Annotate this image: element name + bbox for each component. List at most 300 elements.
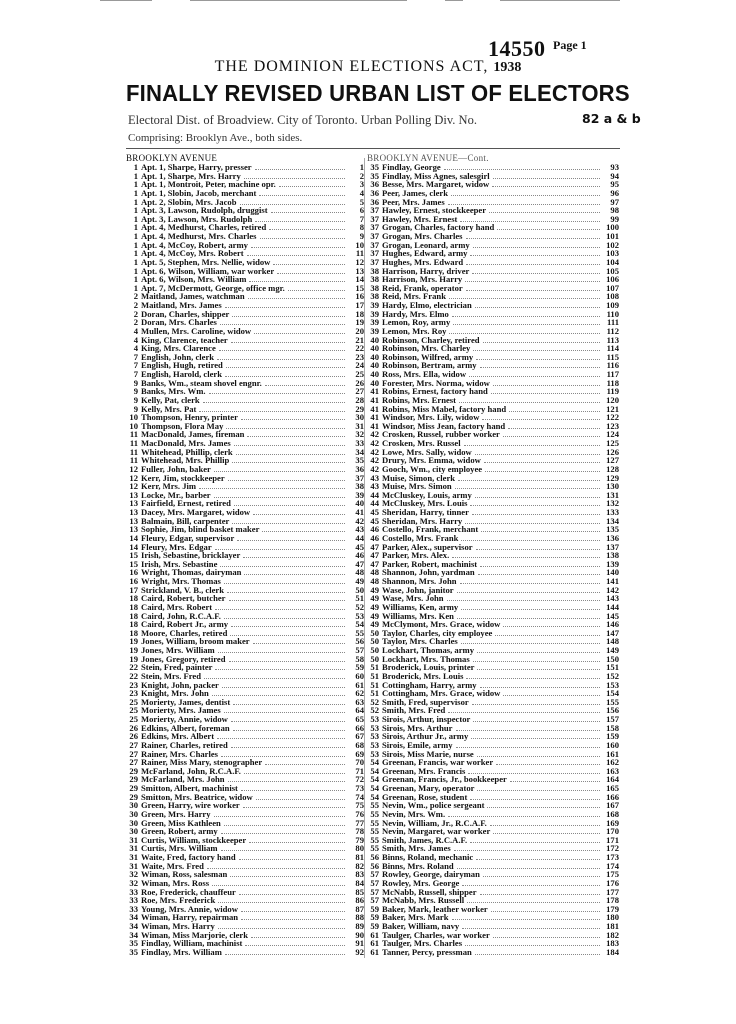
scan-edge-line bbox=[445, 0, 463, 1]
street-number: 10 bbox=[129, 420, 138, 431]
elector-number: 88 bbox=[355, 912, 364, 923]
elector-number: 74 bbox=[355, 791, 364, 802]
street-number: 49 bbox=[370, 601, 379, 612]
street-number: 55 bbox=[370, 834, 379, 845]
dot-leader bbox=[255, 220, 345, 222]
elector-name: Jones, Mrs. William bbox=[141, 645, 215, 655]
street-number: 25 bbox=[129, 696, 138, 707]
street-number: 50 bbox=[370, 645, 379, 655]
elector-name: Apt. 5, Stephen, Mrs. Nellie, widow bbox=[141, 256, 271, 267]
elector-number: 129 bbox=[606, 472, 619, 483]
street-heading: BROOKLYN AVENUE bbox=[126, 153, 218, 163]
elector-number: 181 bbox=[606, 921, 619, 931]
elector-name: Smith, Mrs. James bbox=[382, 843, 451, 854]
dot-leader bbox=[228, 780, 345, 782]
dot-leader bbox=[489, 211, 600, 213]
street-number: 15 bbox=[129, 550, 138, 561]
elector-name: Costello, Mrs. Frank bbox=[382, 532, 459, 543]
dot-leader bbox=[249, 280, 345, 282]
dot-leader bbox=[231, 625, 345, 627]
dot-leader bbox=[239, 858, 345, 860]
street-number: 19 bbox=[129, 636, 138, 647]
street-number: 37 bbox=[370, 213, 379, 224]
street-number: 54 bbox=[370, 783, 379, 793]
elector-name: Knight, John, packer bbox=[141, 679, 219, 690]
elector-name: Wiman, Miss Marjorie, clerk bbox=[141, 929, 248, 940]
street-number: 47 bbox=[370, 558, 379, 569]
dot-leader bbox=[476, 858, 600, 860]
dot-leader bbox=[478, 573, 600, 575]
elector-number: 57 bbox=[355, 645, 364, 655]
elector-name: Edkins, Mrs. Albert bbox=[141, 731, 215, 742]
street-number: 38 bbox=[370, 274, 379, 285]
elector-name: Peer, James, clerk bbox=[382, 187, 449, 198]
dot-leader bbox=[508, 427, 600, 429]
elector-name: Cottingham, Harry, army bbox=[382, 679, 477, 690]
elector-number: 70 bbox=[355, 757, 364, 768]
dot-leader bbox=[251, 246, 345, 248]
dot-leader bbox=[493, 832, 600, 834]
elector-number: 82 bbox=[355, 860, 364, 871]
elector-number: 19 bbox=[355, 317, 364, 328]
elector-name: McFarland, Mrs. John bbox=[141, 774, 225, 785]
street-number: 27 bbox=[129, 757, 138, 768]
street-number: 30 bbox=[129, 808, 138, 819]
elector-name: Nevin, William, Jr., R.C.A.F. bbox=[382, 817, 487, 828]
dot-leader bbox=[203, 401, 345, 403]
street-number: 42 bbox=[370, 438, 379, 448]
street-number: 49 bbox=[370, 593, 379, 604]
elector-name: Green, Miss Kathleen bbox=[141, 817, 221, 828]
left-column bbox=[126, 154, 364, 957]
dot-leader bbox=[241, 918, 345, 920]
street-number: 52 bbox=[370, 696, 379, 707]
street-number: 34 bbox=[129, 921, 138, 931]
elector-name: Morierty, Mrs. James bbox=[141, 705, 221, 716]
elector-name: Maitland, Mrs. James bbox=[141, 300, 222, 310]
elector-name: Greenan, Mary, operator bbox=[382, 783, 475, 793]
dot-leader bbox=[465, 522, 600, 524]
dot-leader bbox=[255, 168, 345, 170]
column-divider bbox=[364, 158, 365, 958]
street-number: 40 bbox=[370, 343, 379, 354]
street-number: 12 bbox=[129, 463, 138, 474]
street-number: 4 bbox=[133, 325, 138, 336]
dot-leader bbox=[452, 315, 600, 317]
dot-leader bbox=[224, 582, 345, 584]
dot-leader bbox=[262, 530, 345, 532]
elector-number: 173 bbox=[606, 852, 619, 862]
elector-name: English, Hugh, retired bbox=[141, 360, 223, 371]
elector-name: Muise, Mrs. Simon bbox=[382, 481, 452, 492]
elector-number: 7 bbox=[359, 213, 364, 224]
elector-name: Baker, Mark, leather worker bbox=[382, 903, 488, 914]
elector-number: 56 bbox=[355, 636, 364, 647]
elector-number: 75 bbox=[355, 800, 364, 811]
elector-number: 106 bbox=[606, 274, 619, 285]
elector-name: Green, Mrs. Harry bbox=[141, 808, 211, 819]
dot-leader bbox=[231, 341, 345, 343]
elector-number: 90 bbox=[355, 929, 364, 940]
elector-name: Sheridan, Mrs. Harry bbox=[382, 515, 463, 526]
elector-number: 6 bbox=[359, 205, 364, 216]
street-number: 54 bbox=[370, 757, 379, 768]
dot-leader bbox=[483, 341, 600, 343]
elector-number: 39 bbox=[355, 489, 364, 500]
elector-number: 44 bbox=[355, 532, 364, 543]
elector-name: Apt. 4, Medhurst, Charles, retired bbox=[141, 222, 267, 233]
dot-leader bbox=[226, 366, 345, 368]
dot-leader bbox=[221, 832, 345, 834]
elector-number: 171 bbox=[606, 834, 619, 845]
dot-leader bbox=[225, 375, 345, 377]
elector-name: Apt. 3, Lawson, Mrs. Rudolph bbox=[141, 213, 253, 224]
elector-number: 60 bbox=[355, 670, 364, 681]
elector-number: 134 bbox=[606, 515, 619, 526]
street-number: 13 bbox=[129, 498, 138, 509]
street-number: 39 bbox=[370, 325, 379, 336]
elector-number: 128 bbox=[606, 463, 619, 474]
elector-name: Wase, Mrs. John bbox=[382, 593, 444, 604]
elector-number: 146 bbox=[606, 619, 619, 630]
elector-name: Edkins, Albert, foreman bbox=[141, 722, 230, 733]
elector-name: Harrison, Harry, driver bbox=[382, 265, 470, 276]
dot-leader bbox=[247, 435, 345, 437]
street-number: 49 bbox=[370, 584, 379, 595]
elector-name: Irish, Sebastine, bricklayer bbox=[141, 550, 241, 561]
elector-number: 149 bbox=[606, 645, 619, 655]
dot-leader bbox=[444, 168, 600, 170]
dot-leader bbox=[214, 815, 345, 817]
elector-name: Roe, Frederick, chauffeur bbox=[141, 886, 236, 897]
elector-name: Sirois, Arthur, inspector bbox=[382, 714, 471, 724]
street-number: 51 bbox=[370, 670, 379, 681]
elector-number: 152 bbox=[606, 670, 619, 681]
dot-leader bbox=[237, 539, 345, 541]
dot-leader bbox=[229, 660, 346, 662]
elector-number: 62 bbox=[355, 688, 364, 699]
street-number: 12 bbox=[129, 472, 138, 483]
dot-leader bbox=[475, 453, 600, 455]
elector-name: Caird, John, R.C.A.F. bbox=[141, 610, 221, 621]
dot-leader bbox=[265, 384, 345, 386]
dot-leader bbox=[472, 513, 600, 515]
dot-leader bbox=[279, 185, 345, 187]
street-number: 31 bbox=[129, 860, 138, 871]
elector-name: Maitland, James, watchman bbox=[141, 291, 245, 302]
elector-name: Hughes, Edward, army bbox=[382, 248, 468, 259]
elector-number: 58 bbox=[355, 653, 364, 664]
elector-number: 182 bbox=[606, 929, 619, 940]
street-number: 54 bbox=[370, 765, 379, 776]
elector-name: Nevin, Wm., police sergeant bbox=[382, 800, 485, 811]
elector-name: Sophie, Jim, blind basket maker bbox=[141, 524, 260, 535]
dot-leader bbox=[222, 686, 345, 688]
street-number: 40 bbox=[370, 369, 379, 379]
dot-leader bbox=[214, 496, 345, 498]
elector-name: MacDonald, Mrs. James bbox=[141, 438, 231, 448]
elector-row bbox=[367, 948, 619, 957]
elector-name: Findlay, Miss Agnes, salesgirl bbox=[382, 170, 490, 181]
dot-leader bbox=[452, 556, 600, 558]
elector-name: Caird, Robert, butcher bbox=[141, 593, 226, 604]
elector-number: 97 bbox=[610, 196, 619, 207]
dot-leader bbox=[487, 806, 600, 808]
elector-name: Apt. 1, Sharpe, Harry, presser bbox=[141, 162, 252, 172]
elector-name: MacDonald, James, fireman bbox=[141, 429, 245, 440]
elector-number: 25 bbox=[355, 369, 364, 379]
elector-number: 51 bbox=[355, 593, 364, 604]
street-number: 46 bbox=[370, 524, 379, 535]
dot-leader bbox=[473, 720, 600, 722]
elector-name: Doran, Charles, shipper bbox=[141, 308, 230, 319]
street-number: 31 bbox=[129, 852, 138, 862]
street-number: 23 bbox=[129, 679, 138, 690]
dot-leader bbox=[220, 323, 345, 325]
elector-name: Apt. 6, Wilson, Mrs. William bbox=[141, 274, 247, 285]
elector-name: Apt. 1, Slobin, Jacob, merchant bbox=[141, 187, 257, 198]
dot-leader bbox=[466, 237, 600, 239]
dot-leader bbox=[492, 185, 600, 187]
street-number: 16 bbox=[129, 576, 138, 586]
dot-leader bbox=[249, 841, 345, 843]
street-number: 41 bbox=[370, 394, 379, 405]
street-number: 37 bbox=[370, 248, 379, 259]
dot-leader bbox=[485, 470, 600, 472]
elector-number: 179 bbox=[606, 903, 619, 914]
elector-name: Lemon, Mrs. Roy bbox=[382, 325, 447, 336]
elector-number: 10 bbox=[355, 239, 364, 250]
street-number: 59 bbox=[370, 921, 379, 931]
dot-leader bbox=[461, 608, 600, 610]
street-number: 40 bbox=[370, 377, 379, 388]
elector-number: 119 bbox=[606, 386, 619, 397]
dot-leader bbox=[253, 642, 345, 644]
elector-number: 104 bbox=[606, 256, 619, 267]
elector-number: 110 bbox=[606, 308, 619, 319]
dot-leader bbox=[461, 642, 600, 644]
elector-number: 49 bbox=[355, 576, 364, 586]
street-number: 1 bbox=[133, 231, 138, 241]
elector-number: 121 bbox=[606, 403, 619, 414]
elector-number: 141 bbox=[606, 576, 619, 586]
dot-leader bbox=[245, 944, 345, 946]
elector-name: Wiman, Mrs. Ross bbox=[141, 877, 210, 888]
act-heading bbox=[0, 58, 736, 76]
elector-number: 76 bbox=[355, 808, 364, 819]
street-number: 1 bbox=[133, 196, 138, 207]
dot-leader bbox=[217, 358, 345, 360]
elector-number: 169 bbox=[606, 817, 619, 828]
elector-name: Reid, Frank, operator bbox=[382, 282, 463, 293]
elector-number: 27 bbox=[355, 386, 364, 397]
elector-name: Wase, John, janitor bbox=[382, 584, 454, 595]
elector-name: Jones, Gregory, retired bbox=[141, 653, 226, 664]
elector-number: 78 bbox=[355, 826, 364, 837]
elector-name: Findlay, William, machinist bbox=[141, 938, 243, 949]
dot-leader bbox=[212, 694, 345, 696]
dot-leader bbox=[470, 504, 600, 506]
street-number: 42 bbox=[370, 429, 379, 440]
elector-number: 157 bbox=[606, 714, 619, 724]
right-column bbox=[367, 154, 619, 957]
dot-leader bbox=[470, 841, 600, 843]
elector-number: 184 bbox=[606, 946, 619, 957]
dot-leader bbox=[233, 703, 345, 705]
street-number: 50 bbox=[370, 636, 379, 647]
elector-name: Whitehead, Mrs. Phillip bbox=[141, 455, 230, 466]
dot-leader bbox=[256, 798, 345, 800]
elector-number: 84 bbox=[355, 877, 364, 888]
street-number: 44 bbox=[370, 498, 379, 509]
elector-name: Lockhart, Thomas, army bbox=[382, 645, 474, 655]
elector-number: 167 bbox=[606, 800, 619, 811]
elector-number: 155 bbox=[606, 696, 619, 707]
elector-number: 3 bbox=[359, 179, 364, 190]
elector-name: Findlay, Mrs. William bbox=[141, 946, 222, 957]
district-line: Electoral Dist. of Broadview. City of Toronto. Urban Polling Div. No. bbox=[128, 113, 477, 127]
street-number: 1 bbox=[133, 205, 138, 216]
polling-division-number: 82 a & b bbox=[582, 111, 641, 126]
dot-leader bbox=[232, 315, 345, 317]
street-number: 46 bbox=[370, 532, 379, 543]
elector-number: 105 bbox=[606, 265, 619, 276]
street-number: 29 bbox=[129, 774, 138, 785]
elector-number: 1 bbox=[359, 162, 364, 172]
dot-leader bbox=[243, 556, 345, 558]
elector-name: Balmain, Bill, carpenter bbox=[141, 515, 230, 526]
elector-number: 154 bbox=[606, 688, 619, 699]
elector-name: Smith, James, R.C.A.F. bbox=[382, 834, 468, 845]
street-number: 50 bbox=[370, 627, 379, 638]
elector-number: 50 bbox=[355, 584, 364, 595]
street-number: 55 bbox=[370, 800, 379, 811]
elector-number: 8 bbox=[359, 222, 364, 233]
dot-leader bbox=[271, 211, 345, 213]
elector-name: Fleury, Edgar, supervisor bbox=[141, 532, 235, 543]
street-number: 18 bbox=[129, 601, 138, 612]
elector-number: 77 bbox=[355, 817, 364, 828]
elector-name: McFarland, John, R.C.A.F. bbox=[141, 765, 241, 776]
street-number: 9 bbox=[133, 386, 138, 397]
elector-name: Nevin, Margaret, war worker bbox=[382, 826, 491, 837]
dot-leader bbox=[247, 254, 345, 256]
street-number: 37 bbox=[370, 256, 379, 267]
street-number: 35 bbox=[370, 170, 379, 181]
elector-name: Peer, Mrs. James bbox=[382, 196, 445, 207]
elector-number: 30 bbox=[355, 412, 364, 423]
dot-leader bbox=[456, 746, 601, 748]
elector-number: 112 bbox=[606, 325, 619, 336]
elector-number: 159 bbox=[606, 731, 619, 742]
elector-name: Taylor, Charles, city employee bbox=[382, 627, 493, 638]
elector-number: 36 bbox=[355, 463, 364, 474]
elector-number: 148 bbox=[606, 636, 619, 647]
street-number: 55 bbox=[370, 808, 379, 819]
dot-leader bbox=[225, 306, 345, 308]
elector-number: 123 bbox=[606, 420, 619, 431]
elector-number: 17 bbox=[355, 300, 364, 310]
elector-number: 16 bbox=[355, 291, 364, 302]
elector-number: 91 bbox=[355, 938, 364, 949]
dot-leader bbox=[465, 944, 600, 946]
street-number: 4 bbox=[133, 334, 138, 345]
elector-name: Reid, Mrs. Frank bbox=[382, 291, 446, 302]
elector-number: 100 bbox=[606, 222, 619, 233]
street-number: 7 bbox=[133, 360, 138, 371]
dot-leader bbox=[493, 177, 600, 179]
dot-leader bbox=[241, 418, 345, 420]
street-number: 14 bbox=[129, 541, 138, 552]
dot-leader bbox=[475, 496, 600, 498]
dot-leader bbox=[473, 660, 600, 662]
dot-leader bbox=[473, 349, 600, 351]
elector-name: Robinson, Charley, retired bbox=[382, 334, 480, 345]
street-number: 30 bbox=[129, 826, 138, 837]
street-number: 39 bbox=[370, 308, 379, 319]
elector-name: Waite, Mrs. Fred bbox=[141, 860, 204, 871]
street-heading-continued: BROOKLYN AVENUE—Cont. bbox=[367, 153, 489, 163]
elector-number: 165 bbox=[606, 783, 619, 793]
elector-name: Nevin, Mrs. Wm. bbox=[382, 808, 446, 819]
elector-number: 81 bbox=[355, 852, 364, 862]
elector-number: 102 bbox=[606, 239, 619, 250]
dot-leader bbox=[231, 720, 345, 722]
elector-name: Smitton, Albert, machinist bbox=[141, 783, 238, 793]
elector-number: 126 bbox=[606, 446, 619, 457]
elector-number: 96 bbox=[610, 187, 619, 198]
elector-number: 87 bbox=[355, 903, 364, 914]
dot-leader bbox=[484, 461, 600, 463]
elector-number: 136 bbox=[606, 532, 619, 543]
elector-name: Taylor, Mrs. Charles bbox=[382, 636, 458, 647]
dot-leader bbox=[458, 479, 600, 481]
street-number: 1 bbox=[133, 256, 138, 267]
dot-leader bbox=[451, 194, 600, 196]
street-number: 18 bbox=[129, 593, 138, 604]
street-number: 51 bbox=[370, 688, 379, 699]
elector-number: 92 bbox=[355, 946, 364, 957]
elector-name: Windsor, Miss Jean, factory hand bbox=[382, 420, 506, 431]
elector-number: 114 bbox=[606, 343, 619, 354]
elector-number: 29 bbox=[355, 403, 364, 414]
elector-number: 177 bbox=[606, 886, 619, 897]
elector-name: Dacey, Mrs. Margaret, widow bbox=[141, 507, 251, 517]
street-number: 53 bbox=[370, 722, 379, 733]
dot-leader bbox=[482, 418, 600, 420]
dot-leader bbox=[199, 487, 345, 489]
dot-leader bbox=[480, 565, 600, 567]
street-number: 22 bbox=[129, 670, 138, 681]
elector-number: 164 bbox=[606, 774, 619, 785]
street-number: 2 bbox=[133, 317, 138, 328]
street-number: 1 bbox=[133, 274, 138, 285]
elector-number: 176 bbox=[606, 877, 619, 888]
street-number: 2 bbox=[133, 291, 138, 302]
elector-number: 142 bbox=[606, 584, 619, 595]
dot-leader bbox=[476, 358, 600, 360]
elector-number: 35 bbox=[355, 455, 364, 466]
elector-list-right bbox=[367, 163, 619, 957]
elector-name: Apt. 2, Slobin, Mrs. Jacob bbox=[141, 196, 237, 207]
elector-name: Baker, Mrs. Mark bbox=[382, 912, 449, 923]
elector-number: 79 bbox=[355, 834, 364, 845]
street-number: 43 bbox=[370, 481, 379, 492]
dot-leader bbox=[461, 539, 600, 541]
street-number: 61 bbox=[370, 929, 379, 940]
elector-number: 138 bbox=[606, 550, 619, 561]
dot-leader bbox=[477, 789, 600, 791]
